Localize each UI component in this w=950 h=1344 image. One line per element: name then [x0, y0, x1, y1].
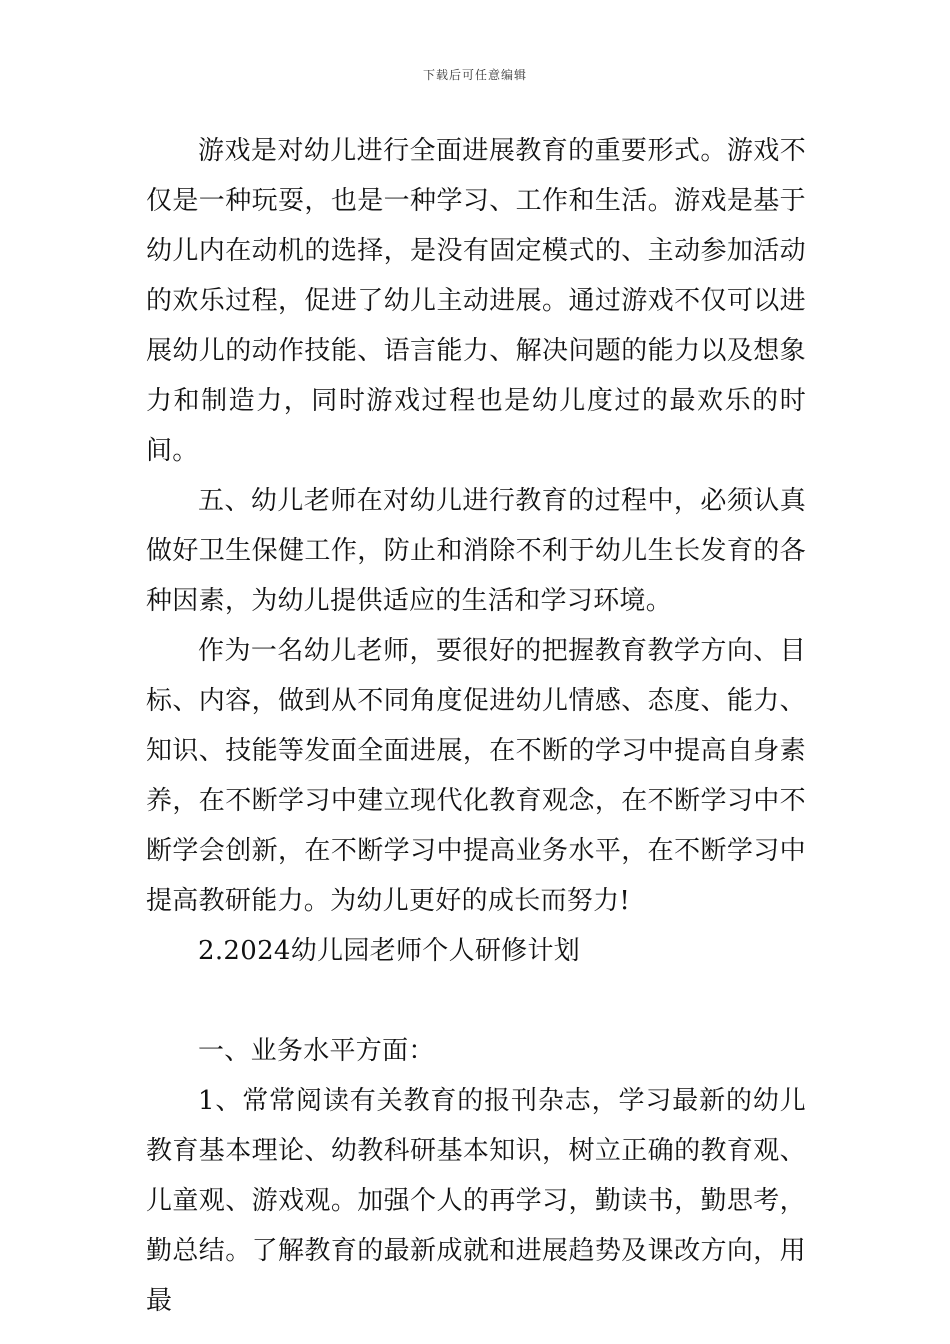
paragraph-item-one: 1、常常阅读有关教育的报刊杂志，学习最新的幼儿教育基本理论、幼教科研基本知识，树立正确的教育观、儿童观、游戏观。加强个人的再学习，勤读书，勤思考，勤总结。了解教育的最新成就和进展趋势及课改方向，用最 [146, 1086, 806, 1316]
paragraph-teacher-role: 作为一名幼儿老师，要很好的把握教育教学方向、目标、内容，做到从不同角度促进幼儿情感、态度、能力、知识、技能等发面全面进展，在不断的学习中提高自身素养，在不断学习中建立现代化教育观念，在不断学习中不断学会创新，在不断学习中提高业务水平，在不断学习中提高教研能力。为幼儿更好的成长而努力! [146, 636, 806, 916]
subsection-title: 一、业务水平方面： [198, 1036, 435, 1066]
document-body [146, 126, 806, 1326]
paragraph-games: 游戏是对幼儿进行全面进展教育的重要形式。游戏不仅是一种玩耍，也是一种学习、工作和生活。游戏是基于幼儿内在动机的选择，是没有固定模式的、主动参加活动的欢乐过程，促进了幼儿主动进展。通过游戏不仅可以进展幼儿的动作技能、语言能力、解决问题的能力以及想象力和制造力，同时游戏过程也是幼儿度过的最欢乐的时间。 [146, 136, 806, 466]
paragraph-item-five: 五、幼儿老师在对幼儿进行教育的过程中，必须认真做好卫生保健工作，防止和消除不利于幼儿生长发育的各种因素，为幼儿提供适应的生活和学习环境。 [146, 486, 806, 616]
header-note: 下载后可任意编辑 [422, 68, 527, 82]
section-title: 2.2024幼儿园老师个人研修计划 [198, 936, 581, 966]
blank-line [146, 976, 806, 1026]
